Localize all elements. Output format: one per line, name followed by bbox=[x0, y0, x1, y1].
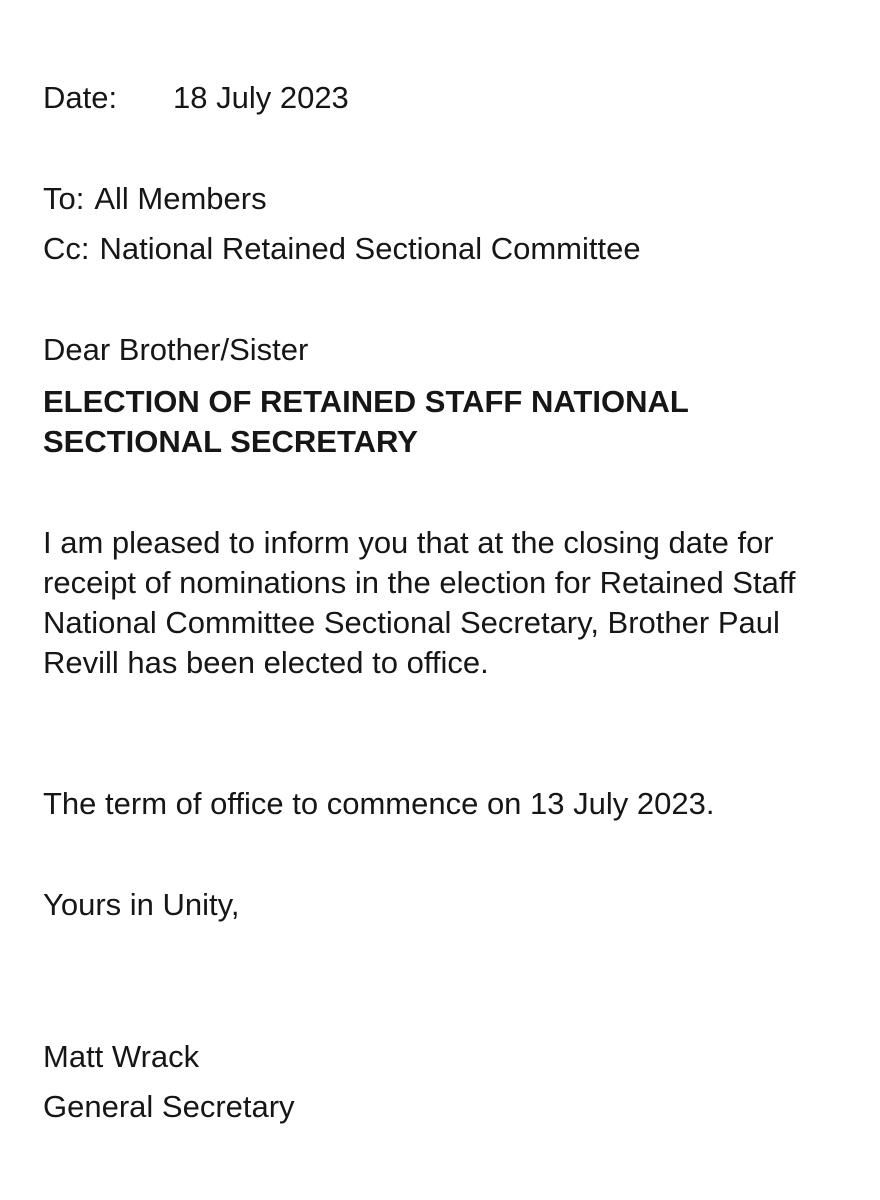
cc-label: Cc: bbox=[43, 231, 90, 266]
closing: Yours in Unity, bbox=[43, 887, 240, 922]
signatory-name: Matt Wrack bbox=[43, 1039, 200, 1074]
cc-line bbox=[43, 229, 641, 269]
letter-heading: ELECTION OF RETAINED STAFF NATIONAL SECTIONAL SECRETARY bbox=[43, 384, 689, 459]
cc-value: National Retained Sectional Committee bbox=[99, 231, 641, 266]
recipient-line bbox=[43, 179, 267, 219]
salutation: Dear Brother/Sister bbox=[43, 332, 309, 367]
to-value: All Members bbox=[94, 181, 267, 216]
term-paragraph: The term of office to commence on 13 July 2023. bbox=[43, 786, 715, 821]
signatory-title: General Secretary bbox=[43, 1089, 295, 1124]
to-label: To: bbox=[43, 181, 85, 216]
body-paragraph: I am pleased to inform you that at the closing date for receipt of nominations in the election for Retained Staff National Committee Sectional Secretary, Brother Paul Revill has been elected to office. bbox=[43, 525, 796, 680]
date-label: Date: bbox=[43, 80, 118, 115]
date-value: 18 July 2023 bbox=[173, 80, 349, 115]
